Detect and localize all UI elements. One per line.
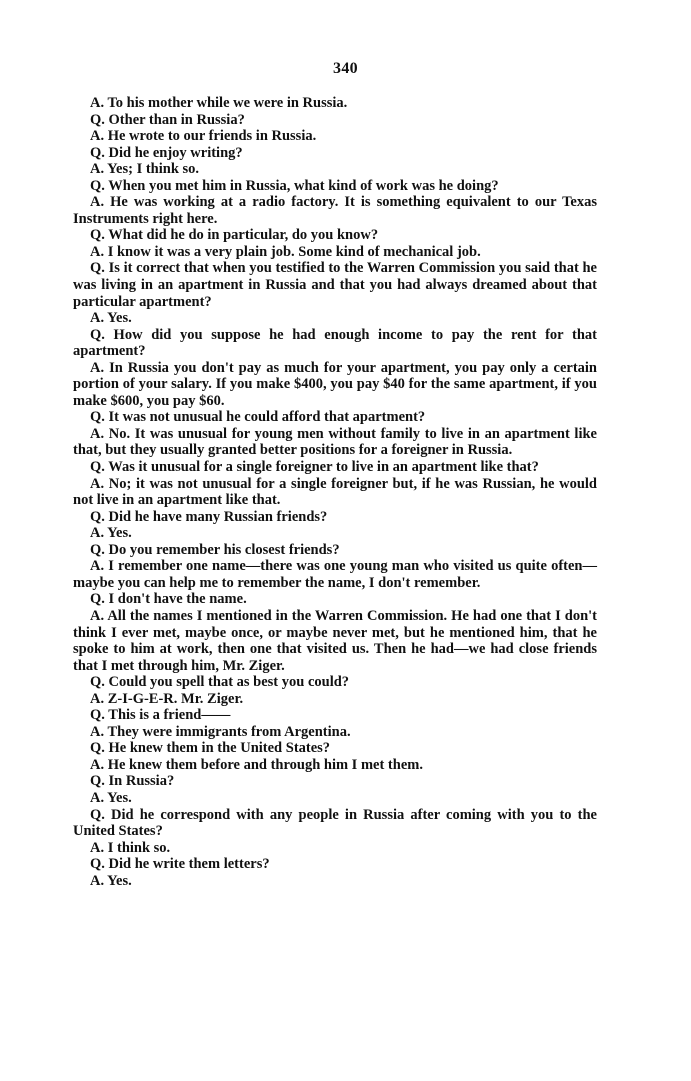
answer-paragraph: A. To his mother while we were in Russia. — [90, 95, 348, 111]
answer-paragraph: A. He was working at a radio factory. It is something equivalent to our Texas Instruments right here. — [73, 194, 597, 227]
question-paragraph: Q. I don't have the name. — [90, 591, 247, 608]
question-paragraph: Q. Do you remember his closest friends? — [90, 541, 340, 558]
question-paragraph: Q. It was not unusual he could afford that apartment? — [90, 409, 426, 426]
question-paragraph: Q. When you met him in Russia, what kind of work was he doing? — [90, 177, 499, 194]
answer-paragraph: A. Yes. — [90, 310, 132, 327]
answer-paragraph: A. Yes. — [90, 789, 132, 806]
answer-paragraph: A. I know it was a very plain job. Some kind of mechanical job. — [90, 243, 481, 260]
question-paragraph: Q. In Russia? — [90, 773, 175, 790]
question-paragraph: Q. Other than in Russia? — [90, 111, 245, 128]
testimony-text — [73, 95, 597, 889]
question-paragraph: Q. What did he do in particular, do you know? — [90, 227, 379, 244]
question-paragraph: Q. Did he correspond with any people in Russia after coming with you to the United States? — [73, 806, 597, 840]
question-paragraph: Q. Was it unusual for a single foreigner to live in an apartment like that? — [90, 459, 539, 476]
answer-paragraph: A. I remember one name—there was one young man who visited us quite often—maybe you can help me to remember the name, I don't remember. — [73, 558, 597, 591]
answer-paragraph: A. Yes. — [90, 525, 132, 542]
question-paragraph: Q. This is a friend—— — [90, 707, 231, 724]
answer-paragraph: A. Yes. — [90, 872, 132, 889]
question-paragraph: Q. How did you suppose he had enough income to pay the rent for that apartment? — [73, 326, 597, 360]
answer-paragraph: A. All the names I mentioned in the Warren Commission. He had one that I don't think I ever met, maybe once, or maybe never met, but he mentioned him, that he spoke to him at work, then one that visited us. Then he had—we had close friends that I met through him, Mr. Ziger. — [73, 607, 597, 674]
answer-paragraph: A. Yes; I think so. — [90, 161, 200, 178]
question-paragraph: Q. Is it correct that when you testified to the Warren Commission you said that he was living in an apartment in Russia and that you had always dreamed about that particular apartment? — [73, 260, 597, 310]
question-paragraph: Q. Could you spell that as best you could? — [90, 674, 350, 691]
question-paragraph: Q. Did he write them letters? — [90, 856, 270, 873]
question-paragraph: Q. He knew them in the United States? — [90, 740, 331, 757]
answer-paragraph: A. He knew them before and through him I met them. — [90, 756, 423, 773]
answer-paragraph: A. I think so. — [90, 839, 171, 856]
answer-paragraph: A. In Russia you don't pay as much for your apartment, you pay only a certain portion of your salary. If you make $400, you pay $40 for the same apartment, if you make $600, you pay $60. — [73, 359, 597, 409]
answer-paragraph: A. No. It was unusual for young men without family to live in an apartment like that, but they usually granted better positions for a foreigner in Russia. — [73, 425, 597, 459]
answer-paragraph: A. No; it was not unusual for a single foreigner but, if he was Russian, he would not live in an apartment like that. — [73, 475, 597, 509]
page-number: 340 — [333, 60, 358, 77]
answer-paragraph: A. They were immigrants from Argentina. — [90, 723, 351, 740]
question-paragraph: Q. Did he have many Russian friends? — [90, 508, 328, 525]
answer-paragraph: A. Z-I-G-E-R. Mr. Ziger. — [90, 690, 244, 707]
answer-paragraph: A. He wrote to our friends in Russia. — [90, 128, 317, 145]
question-paragraph: Q. Did he enjoy writing? — [90, 144, 243, 161]
